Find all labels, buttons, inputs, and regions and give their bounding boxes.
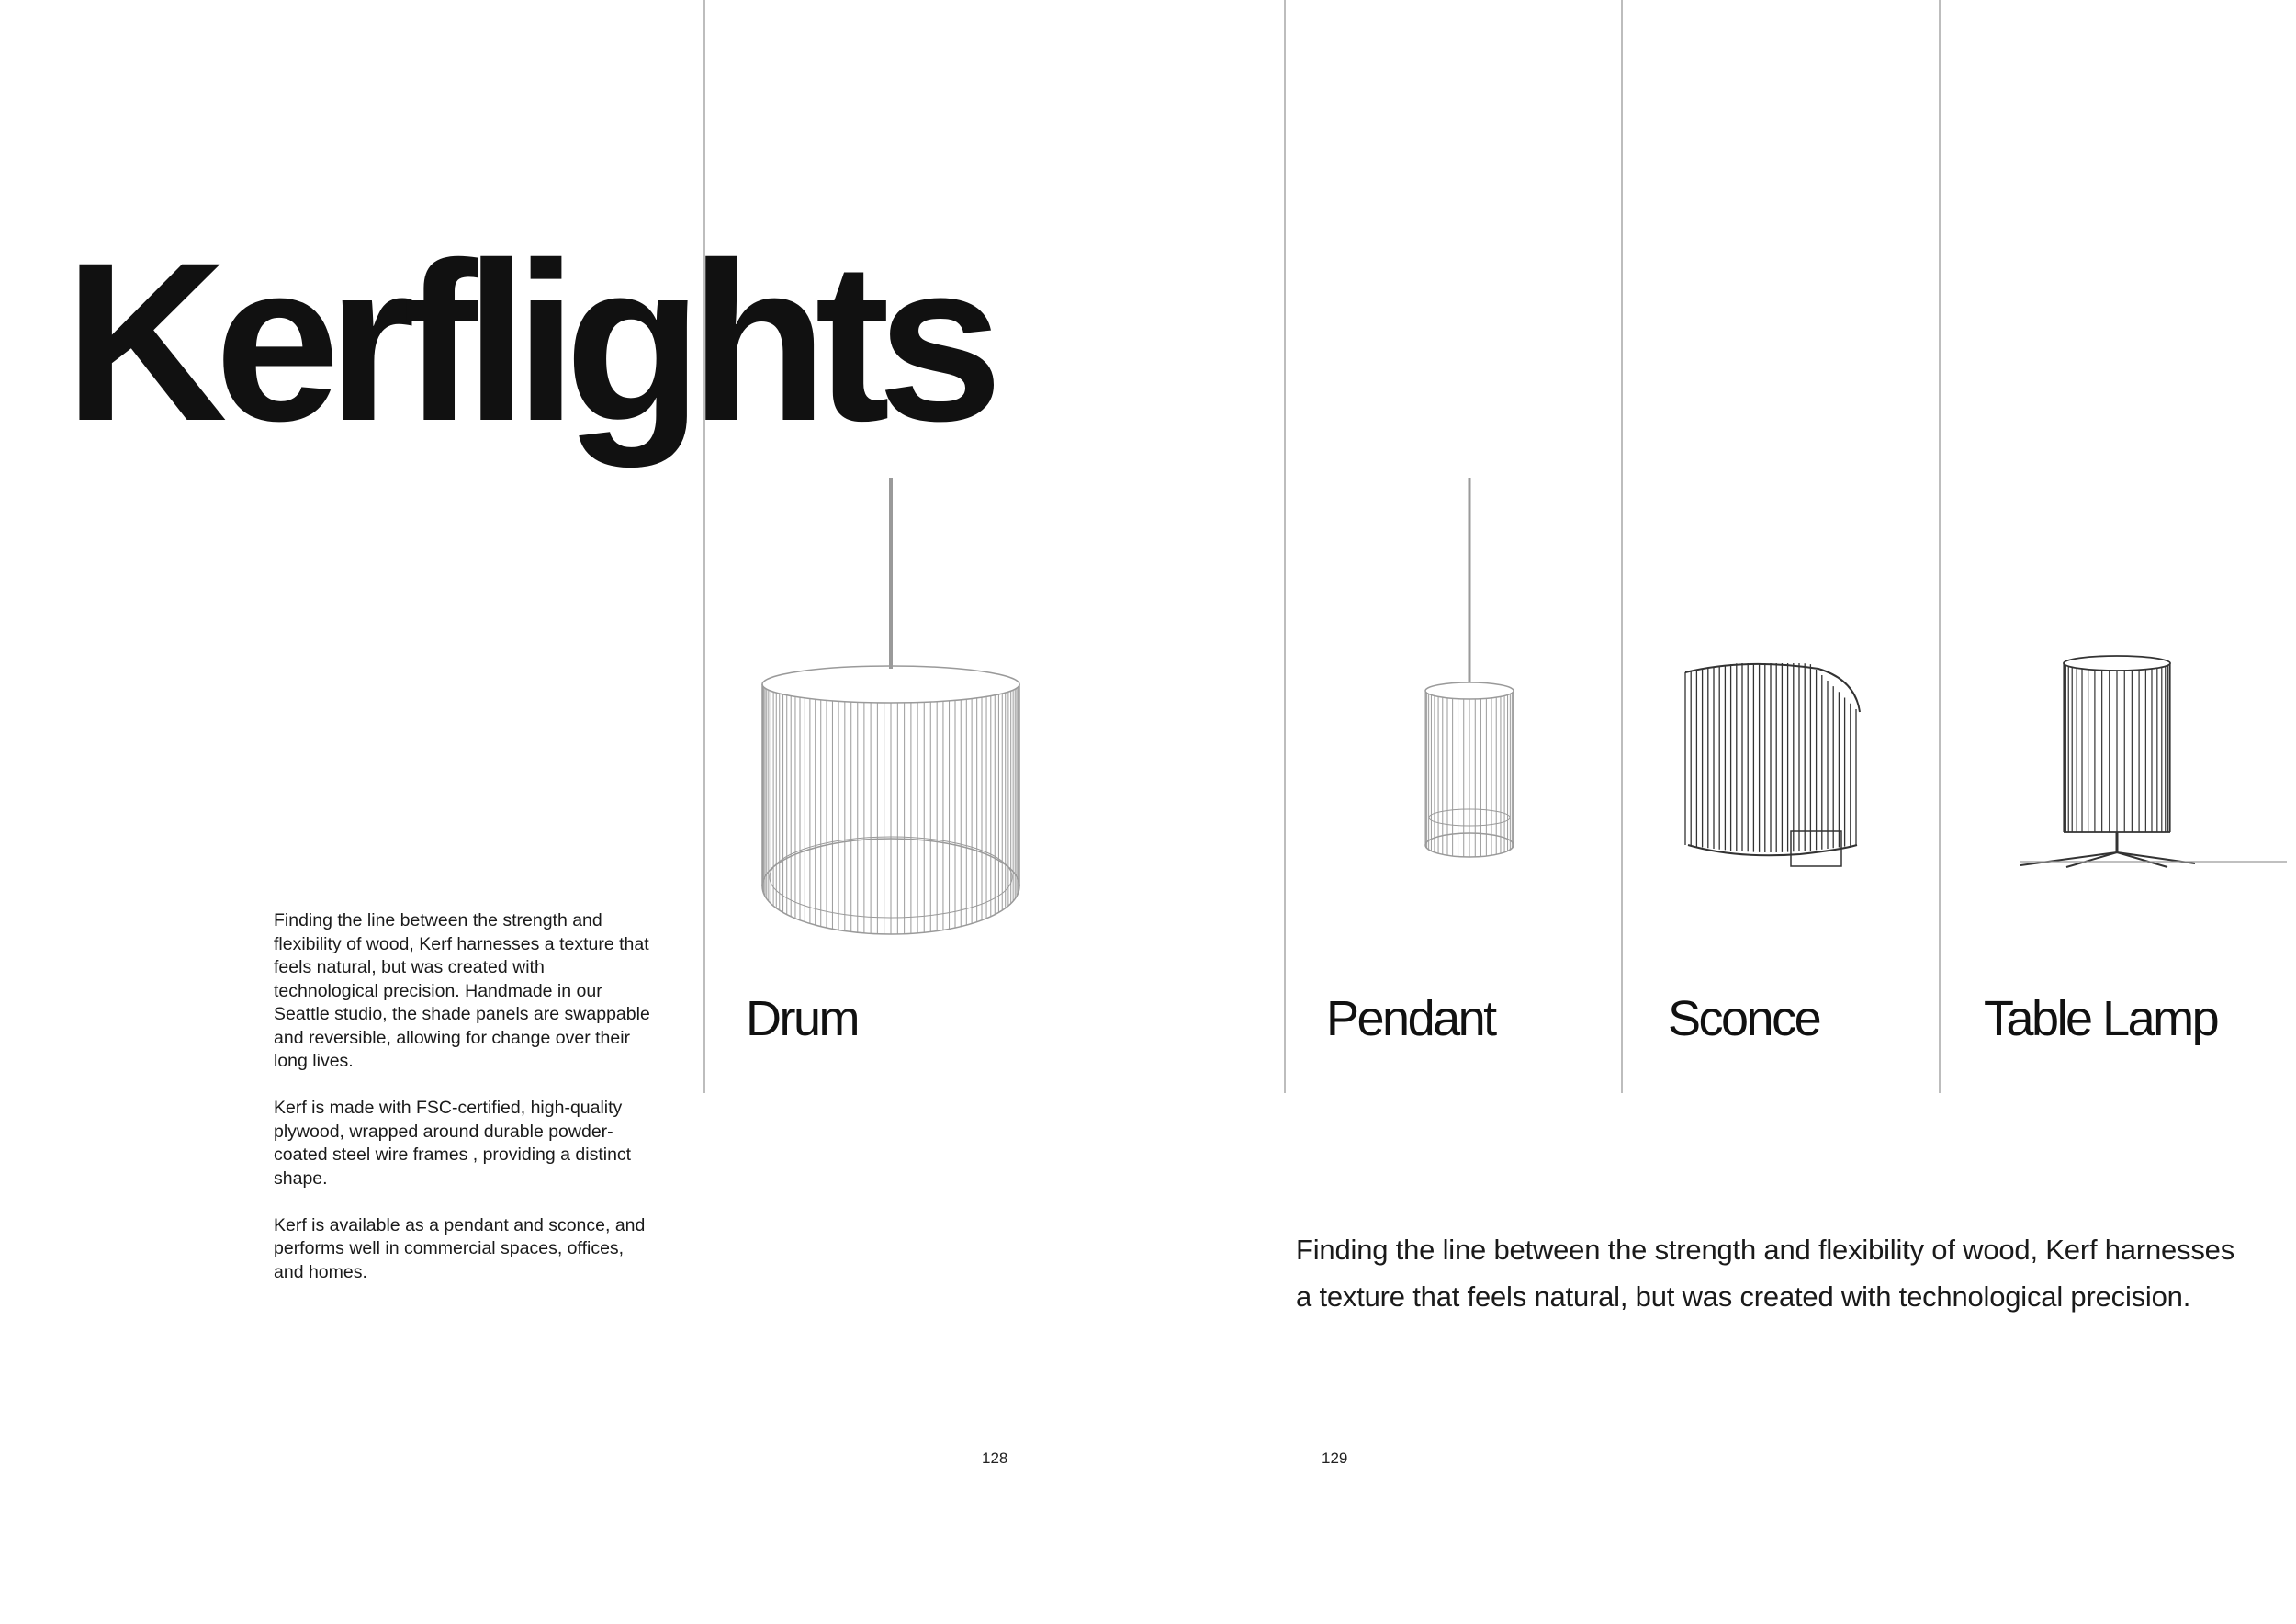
pendant-lamp-illustration [1405, 478, 1534, 863]
intro-text [274, 909, 650, 1308]
product-label-table-lamp: Table Lamp [1984, 991, 2218, 1046]
page-title: Kerflights [64, 216, 991, 468]
intro-paragraph: Finding the line between the strength and flexibility of wood, Kerf harnesses a texture that feels natural, but was created with technological precision. Handmade in our Seattle studio, the shade panels are swappable and reversible, allowing for change over their long lives. [274, 910, 650, 1071]
column-divider [1621, 0, 1623, 1093]
product-label-pendant: Pendant [1326, 991, 1495, 1046]
sconce-lamp-illustration [1681, 661, 1864, 873]
intro-paragraph: Kerf is made with FSC-certified, high-quality plywood, wrapped around durable powder-coated steel wire frames , providing a distinct shape. [274, 1098, 632, 1189]
intro-paragraph: Kerf is available as a pendant and sconce, and performs well in commercial spaces, offices, and homes. [274, 1214, 646, 1282]
page-number-left: 128 [982, 1449, 1008, 1467]
column-divider [1939, 0, 1941, 1093]
drum-lamp-illustration [753, 478, 1029, 937]
product-label-drum: Drum [746, 991, 858, 1046]
pull-quote: Finding the line between the strength and flexibility of wood, Kerf harnesses a texture that feels natural, but was created with technological precision. [1296, 1234, 2234, 1313]
column-divider [1284, 0, 1286, 1093]
page-number-right: 129 [1322, 1449, 1348, 1467]
table-lamp-illustration [2020, 652, 2287, 873]
product-label-sconce: Sconce [1668, 991, 1820, 1046]
column-divider [703, 0, 705, 1093]
